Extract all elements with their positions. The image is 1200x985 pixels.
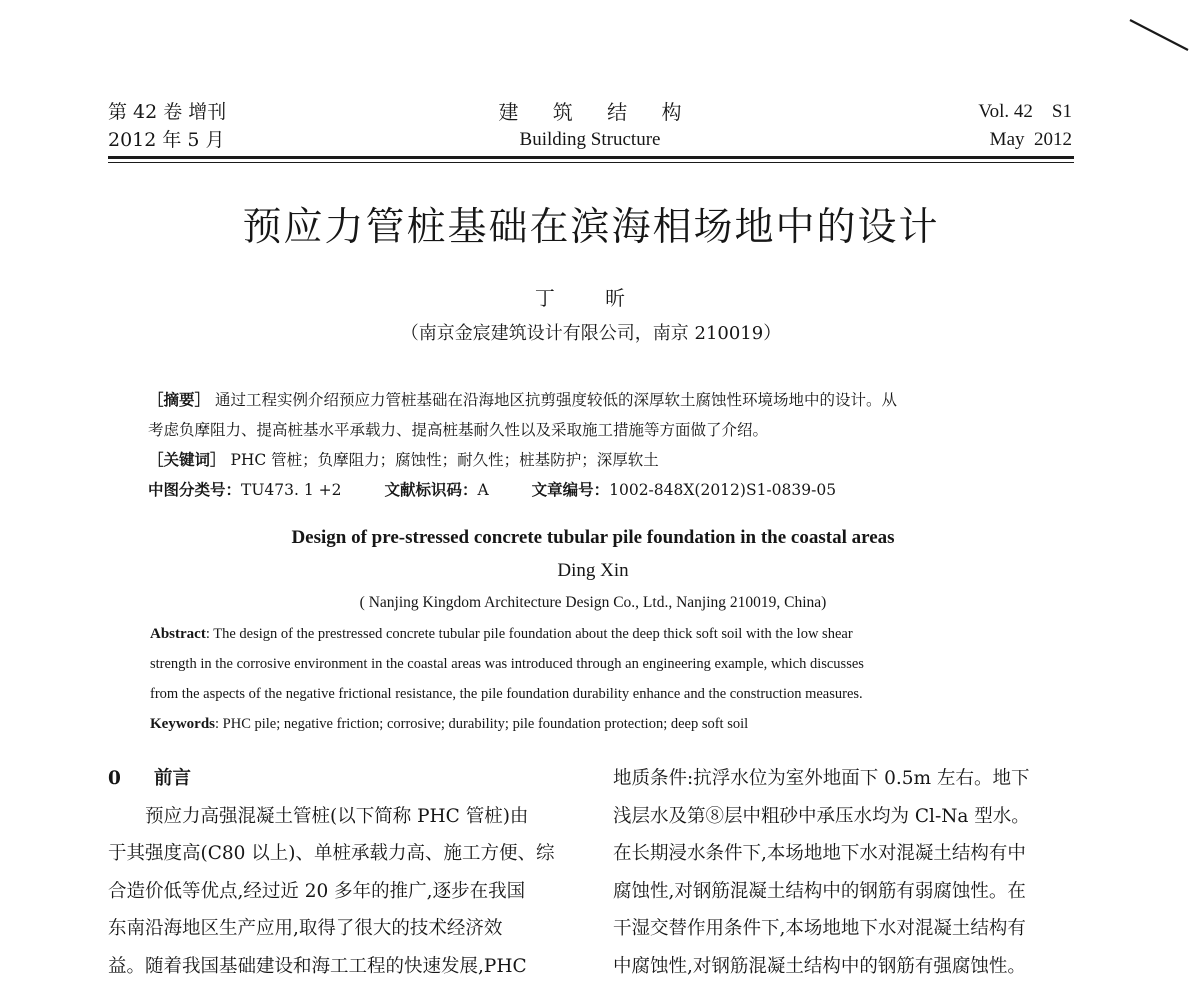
body-line: 干湿交替作用条件下,本场地地下水对混凝土结构有 [613, 910, 1083, 948]
body-line: 东南沿海地区生产应用,取得了很大的技术经济效 [108, 910, 576, 948]
body-line: 浅层水及第⑧层中粗砂中承压水均为 Cl-Na 型水。 [613, 798, 1083, 836]
article-number [532, 481, 836, 499]
clc-number [148, 481, 342, 499]
journal-volume-cn: 第 42 卷 增刊 [108, 98, 226, 126]
abstract-en-label: Abstract [150, 626, 206, 642]
affiliation-cn: （南京金宸建筑设计有限公司，南京 210019） [0, 320, 1182, 348]
doc-code-label: 文献标识码： [384, 480, 477, 499]
paper-title-en: Design of pre-stressed concrete tubular pile foundation in the coastal areas [0, 523, 1186, 553]
abstract-en-line-1 [150, 619, 1050, 649]
abstract-en-text-1: : The design of the prestressed concrete tubular pile foundation about the deep thick soft soil with the low shear [206, 626, 853, 642]
body-line: 在长期浸水条件下,本场地地下水对混凝土结构有中 [613, 835, 1083, 873]
body-line: 预应力高强混凝土管桩(以下简称 PHC 管桩)由 [108, 798, 576, 836]
journal-name-en: Building Structure [440, 126, 740, 154]
document-code [384, 481, 488, 499]
keywords-en-text: : PHC pile; negative friction; corrosive; durability; pile foundation protection; deep soft soil [215, 716, 748, 732]
date-cn: 2012 年 5 月 [108, 126, 226, 154]
abstract-cn-line-1 [148, 385, 1048, 415]
abstract-en-block [150, 619, 1050, 739]
body-line: 中腐蚀性,对钢筋混凝土结构中的钢筋有强腐蚀性。 [613, 948, 1083, 985]
clc-value: TU473. 1 +2 [241, 481, 341, 499]
affiliation-en: ( Nanjing Kingdom Architecture Design Co., Ltd., Nanjing 210019, China) [0, 589, 1186, 617]
doc-code-value: A [477, 481, 488, 499]
section-title: 前言 [154, 768, 191, 789]
date-en: May 2012 [978, 126, 1072, 154]
article-no-value: 1002-848X(2012)S1-0839-05 [609, 481, 836, 499]
header-rule-thick [108, 156, 1074, 159]
volume-en: Vol. 42 S1 [978, 98, 1072, 126]
keywords-cn-text: PHC 管桩；负摩阻力；腐蚀性；耐久性；桩基防护；深厚软土 [230, 451, 658, 469]
section-number: 0 [108, 760, 154, 798]
abstract-cn-text-1: 通过工程实例介绍预应力管桩基础在沿海地区抗剪强度较低的深厚软土腐蚀性环境场地中的设计。从 [215, 391, 897, 409]
corner-scan-mark [1128, 14, 1192, 54]
author-cn: 丁 昕 [0, 283, 1182, 313]
header-rule-thin [108, 162, 1074, 163]
keywords-cn [148, 445, 1048, 475]
clc-label: 中图分类号： [148, 480, 241, 499]
body-line: 益。随着我国基础建设和海工工程的快速发展,PHC [108, 948, 576, 985]
body-line: 腐蚀性,对钢筋混凝土结构中的钢筋有弱腐蚀性。在 [613, 873, 1083, 911]
keywords-en [150, 709, 1050, 739]
header-right [978, 98, 1072, 154]
abstract-cn-line-2: 考虑负摩阻力、提高桩基水平承载力、提高桩基耐久性以及采取施工措施等方面做了介绍。 [148, 415, 1048, 445]
author-en: Ding Xin [0, 556, 1186, 586]
keywords-en-label: Keywords [150, 716, 215, 732]
body-line: 地质条件:抗浮水位为室外地面下 0.5m 左右。地下 [613, 760, 1083, 798]
classification-row [148, 475, 1048, 505]
abstract-en-line-2: strength in the corrosive environment in the coastal areas was introduced through an engineering example, which discusses [150, 649, 1050, 679]
abstract-en-line-3: from the aspects of the negative frictional resistance, the pile foundation durability enhance and the construction measures. [150, 679, 1050, 709]
body-line: 于其强度高(C80 以上)、单桩承载力高、施工方便、综 [108, 835, 576, 873]
abstract-cn-block [148, 385, 1048, 505]
header-left [108, 98, 226, 154]
body-left-column [108, 760, 576, 985]
article-no-label: 文章编号： [532, 480, 610, 499]
section-heading [108, 760, 576, 798]
body-right-column [613, 760, 1083, 985]
body-line: 合造价低等优点,经过近 20 多年的推广,逐步在我国 [108, 873, 576, 911]
journal-name-cn: 建 筑 结 构 [440, 98, 740, 126]
keywords-cn-label: ［关键词］ [148, 450, 226, 469]
abstract-cn-label: ［摘要］ [148, 390, 210, 409]
header-center [440, 98, 740, 154]
paper-title-cn: 预应力管桩基础在滨海相场地中的设计 [0, 200, 1182, 256]
